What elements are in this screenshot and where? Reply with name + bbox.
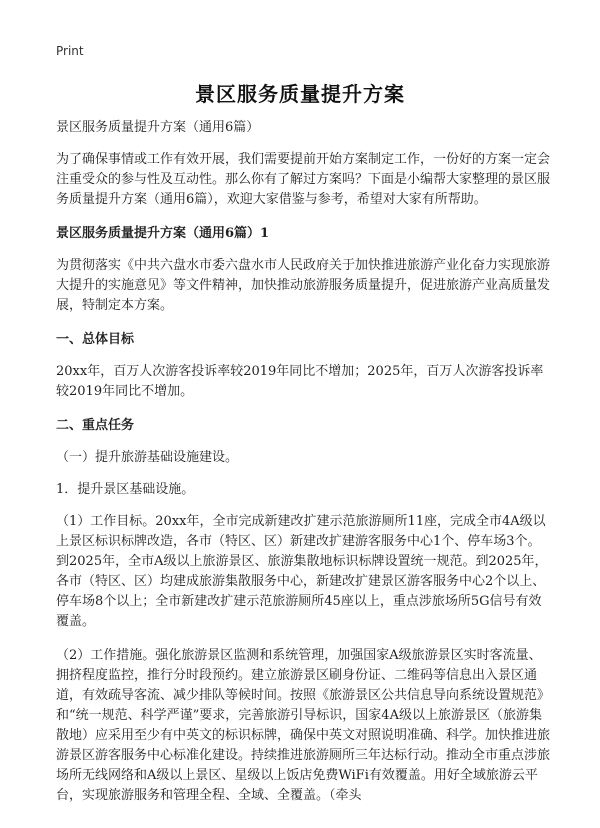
task1-measures-paragraph: （2）工作措施。强化旅游景区监测和系统管理，加强国家A级旅游景区实时客流量、拥挤程度监控，推行分时段预约。建立旅游景区刷身份证、二维码等信息出入景区通道，有效疏导客流、减少排队等候时间。按照《旅游景区公共信息导向系统设置规范》和“统一规范、科学严谨”要求，完善旅游引导标识，国家4A级以上旅游景区（旅游集散地）应采用至少有中英文的标识标牌，确保中英文对照说明准确、科学。加快推进旅游景区游客服务中心标准化建设。持续推进旅游厕所三年达标行动。推动全市重点涉旅场所无线网络和A级以上景区、星级以上饭店免费WiFi有效覆盖。用好全域旅游云平台，实现旅游服务和管理全程、全域、全覆盖。（牵头 <box>56 648 551 803</box>
tasks-heading: 二、重点任务 <box>56 418 135 433</box>
task1-goal-paragraph: （1）工作目标。20xx年，全市完成新建改扩建示范旅游厕所11座，完成全市4A级以上景区标识标牌改造，各市（特区、区）新建改扩建游客服务中心1个、停车场3个。到2025年，全市A级以上旅游景区、旅游集散地标识标牌设置统一规范。到2025年，各市（特区、区）均建成旅游集散服务中心，新建改扩建景区游客服务中心2个以上、停车场8个以上；全市新建改扩建示范旅游厕所45座以上，重点涉旅场所5G信号有效覆盖。 <box>56 514 548 629</box>
task1-subheading: 1．提升景区基础设施。 <box>56 482 195 497</box>
intro-paragraph: 为了确保事情或工作有效开展，我们需要提前开始方案制定工作，一份好的方案一定会注重受众的参与性及互动性。那么你有了解过方案吗？下面是小编帮大家整理的景区服务质量提升方案（通用6篇），欢迎大家借鉴与参考，希望对大家有所帮助。 <box>56 152 551 207</box>
section-intro-paragraph: 为贯彻落实《中共六盘水市委六盘水市人民政府关于加快推进旅游产业化奋力实现旅游大提升的实施意见》等文件精神，加快推动旅游服务质量提升，促进旅游产业高质量发展，特制定本方案。 <box>56 258 551 313</box>
goal-paragraph: 20xx年，百万人次游客投诉率较2019年同比不增加；2025年，百万人次游客投诉率较2019年同比不增加。 <box>56 364 544 399</box>
task1-heading: （一）提升旅游基础设施建设。 <box>56 450 239 465</box>
section-heading: 景区服务质量提升方案（通用6篇）1 <box>56 226 270 241</box>
page-title: 景区服务质量提升方案 <box>195 82 405 106</box>
goal-heading: 一、总体目标 <box>56 332 135 347</box>
print-link[interactable]: Print <box>56 44 84 58</box>
article-body <box>56 118 551 820</box>
article-subtitle: 景区服务质量提升方案（通用6篇） <box>56 120 260 135</box>
